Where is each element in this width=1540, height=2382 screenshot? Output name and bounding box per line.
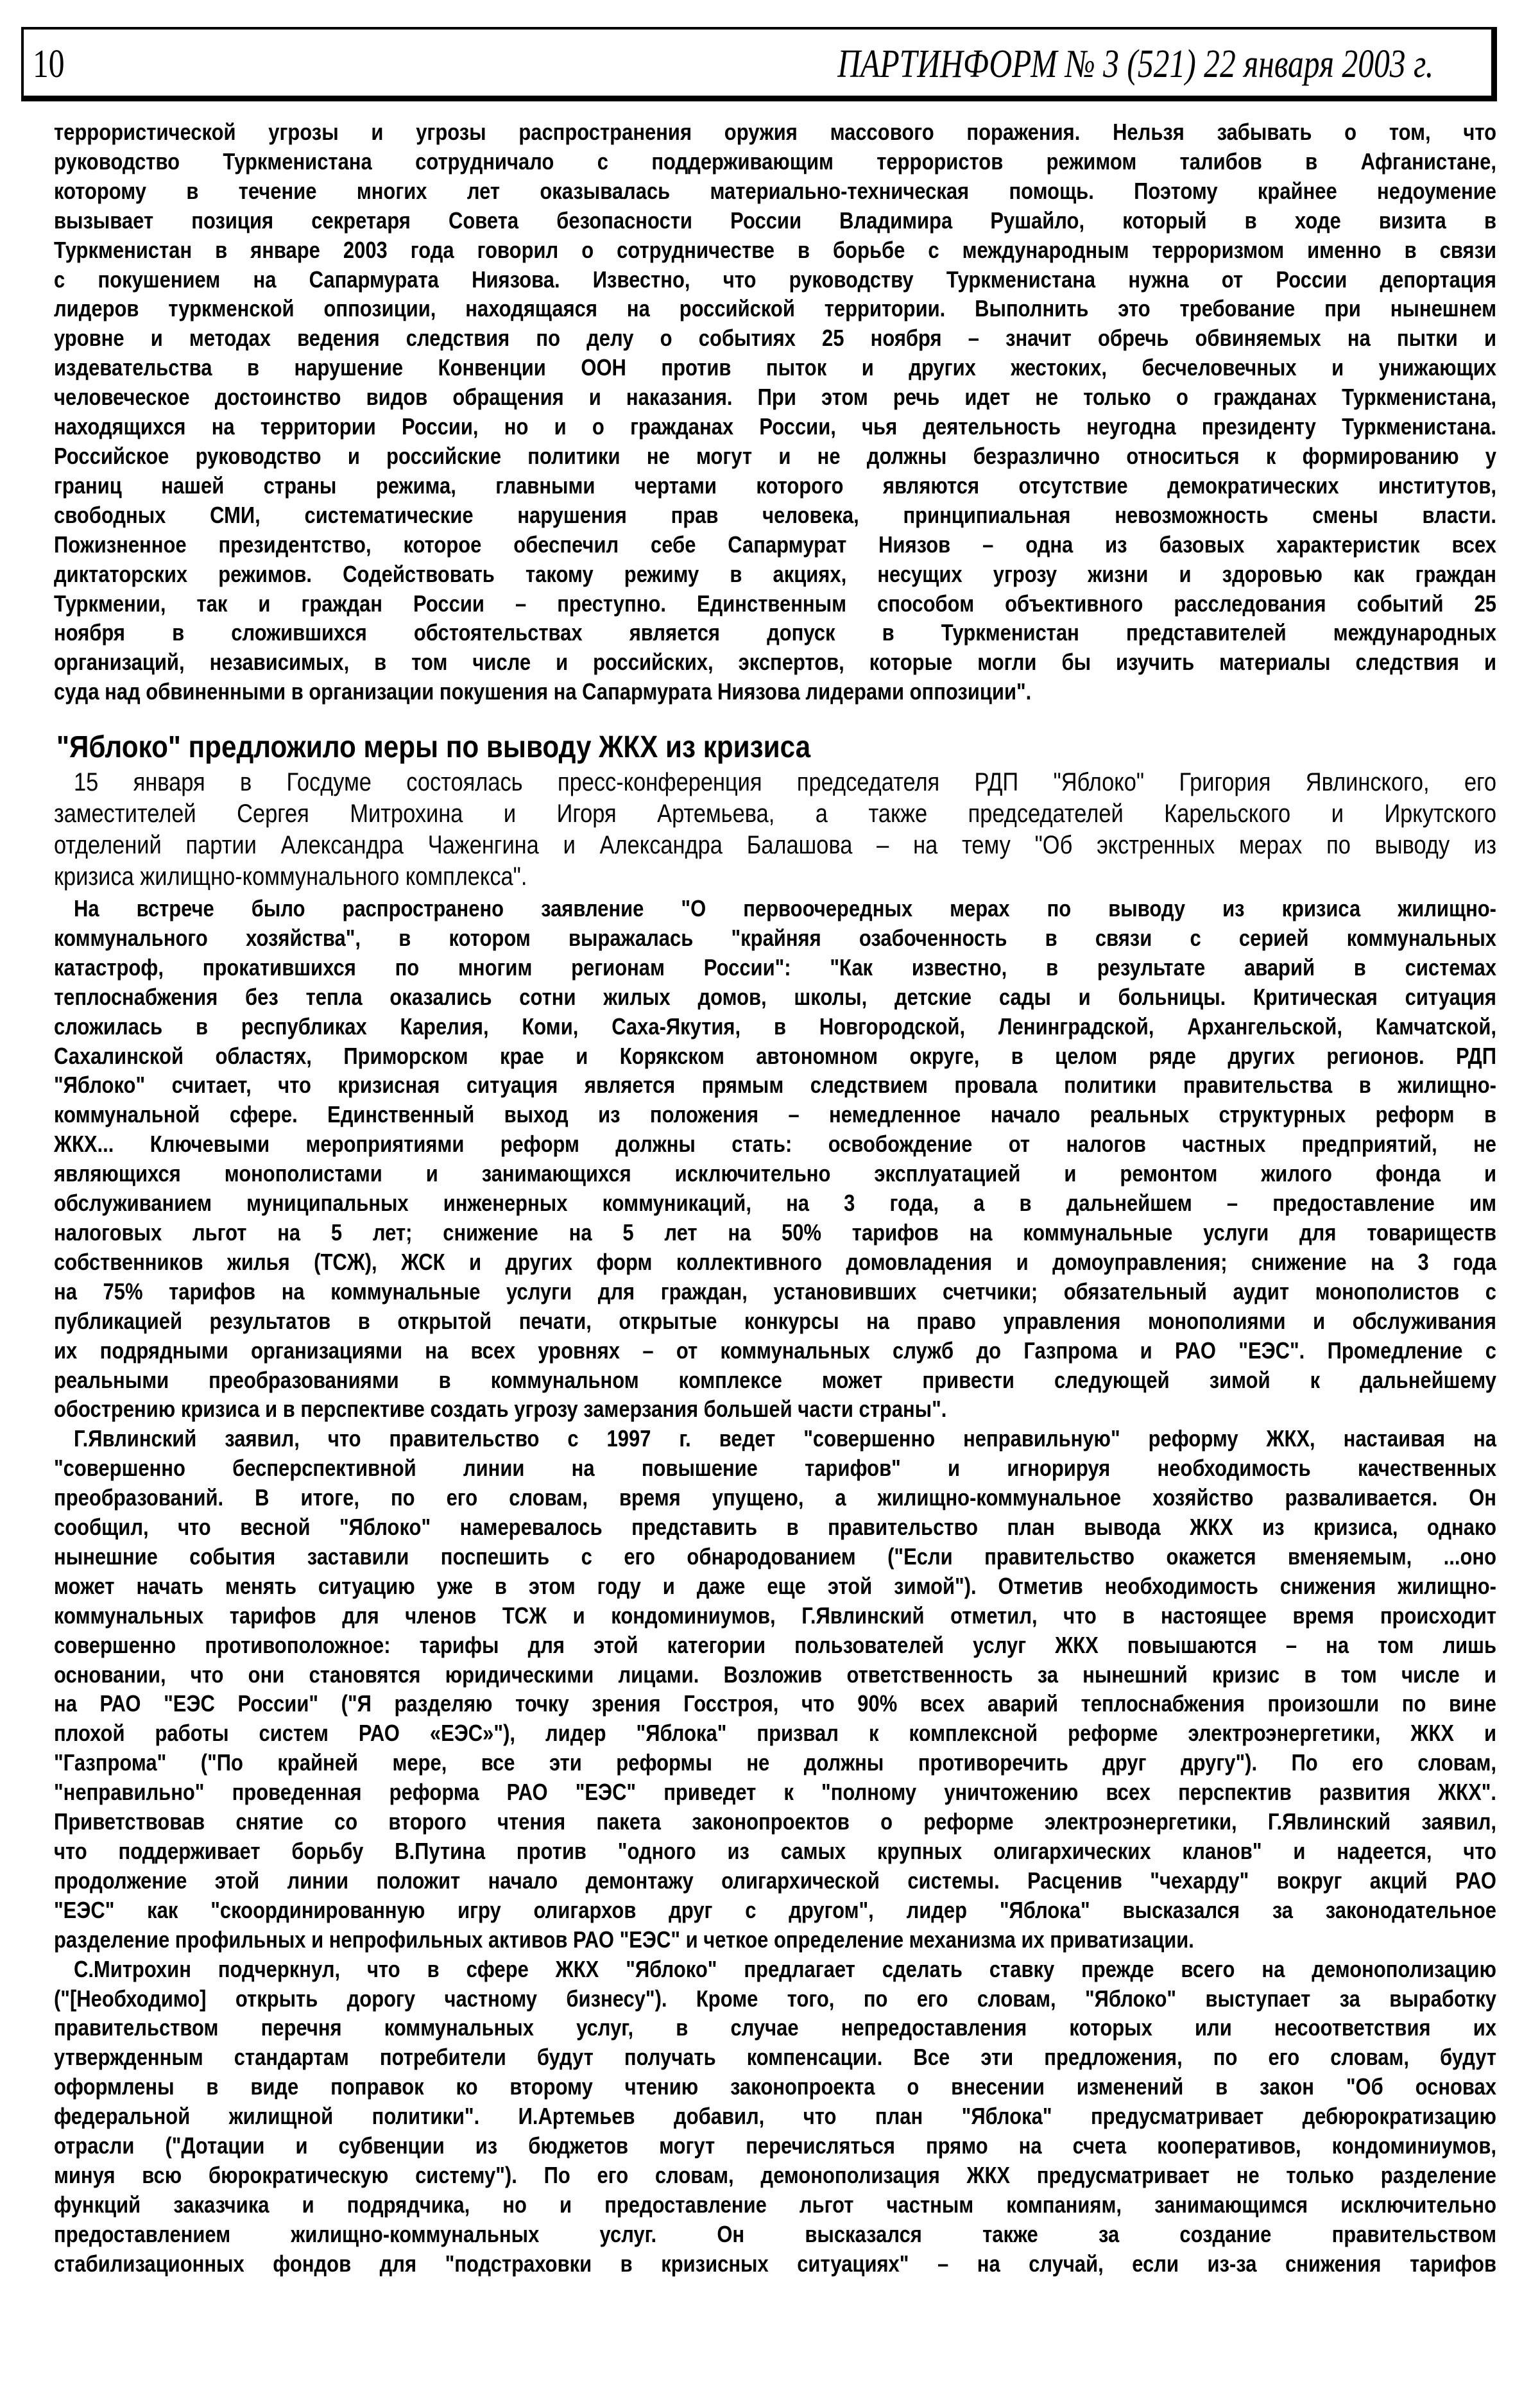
paragraph [54, 767, 1496, 893]
text-line: издевательства в нарушение Конвенции ООН против пыток и других жестоких, бесчеловечных и унижающих [54, 354, 1496, 381]
paragraph [54, 894, 1496, 1424]
text-line: Приветствовав снятие со второго чтения пакета законопроектов о реформе электроэнергетики, Г.Явлинский заявил, [54, 1808, 1496, 1835]
text-line: человеческое достоинство видов обращения и наказания. При этом речь идет не только о гражданах Туркменистана, [54, 384, 1496, 411]
text-line: плохой работы систем РАО «ЕЭС»"), лидер "Яблока" призвал к комплексной реформе электроэнергетики, ЖКХ и [54, 1720, 1496, 1747]
text-line: уровне и методах ведения следствия по делу о событиях 25 ноября – значит обречь обвиняемых на пытки и [54, 325, 1496, 352]
continuation-inner [54, 117, 1496, 707]
text-line: кризиса жилищно-коммунального комплекса". [54, 862, 527, 891]
text-line: ЖКХ... Ключевыми мероприятиями реформ должны стать: освобождение от налогов частных предприятий, не [54, 1131, 1496, 1158]
text-line: являющихся монополистами и занимающихся исключительно эксплуатацией и ремонтом жилого фонда и [54, 1160, 1496, 1187]
text-line: обострению кризиса и в перспективе создать угрозу замерзания большей части страны". [54, 1396, 947, 1423]
text-line: Туркменистан в январе 2003 года говорил о сотрудничестве в борьбе с международным терроризмом именно в связи [54, 236, 1496, 263]
article-lead-inner [54, 767, 1496, 893]
text-line: коммунального хозяйства", в котором выражалась "крайняя озабоченность в связи с серией коммунальных [54, 924, 1496, 951]
text-line: границ нашей страны режима, главными чертами которого являются отсутствие демократических институтов, [54, 472, 1496, 499]
paragraph [54, 1424, 1496, 1954]
text-line: предоставлением жилищно-коммунальных услуг. Он высказался также за создание правительством [54, 2220, 1496, 2247]
text-line: утвержденным стандартам потребители будут получать компенсации. Все эти предложения, по его словам, будут [54, 2044, 1496, 2071]
text-line: может начать менять ситуацию уже в этом году и даже еще этой зимой"). Отметив необходимость снижения жилищно- [54, 1572, 1496, 1599]
text-line: террористической угрозы и угрозы распространения оружия массового поражения. Нельзя забывать о том, что [54, 119, 1496, 145]
text-line: продолжение этой линии положит начало демонтажу олигархической системы. Расценив "чехарду" вокруг акций РАО [54, 1867, 1496, 1894]
text-line: что поддерживает борьбу В.Путина против "одного из самых крупных олигархических кланов" и надеется, что [54, 1838, 1496, 1864]
text-line: коммунальных тарифов для членов ТСЖ и кондоминиумов, Г.Явлинский отметил, что в настоящее время происходит [54, 1602, 1496, 1629]
text-line: нынешние события заставили поспешить с его обнародованием ("Если правительство окажется вменяемым, ...оно [54, 1543, 1496, 1570]
text-line: основании, что они становятся юридическими лицами. Возложив ответственность за нынешний кризис в том числе и [54, 1661, 1496, 1688]
text-line: организаций, независимых, в том числе и российских, экспертов, которые могли бы изучить материалы следствия и [54, 649, 1496, 676]
paragraph [54, 117, 1496, 707]
text-line: На встрече было распространено заявление "О первоочередных мерах по выводу из кризиса жилищно- [73, 895, 1496, 921]
text-line: отрасли ("Дотации и субвенции из бюджетов могут перечисляться прямо на счета кооперативов, кондоминиумов, [54, 2132, 1496, 2159]
text-line: "Газпрома" ("По крайней мере, все эти реформы не должны противоречить друг другу"). По его словам, [54, 1749, 1496, 1776]
article-body [54, 894, 1496, 2279]
text-line: их подрядными организациями на всех уровнях – от коммунальных служб до Газпрома и РАО "ЕЭС". Промедление с [54, 1337, 1496, 1364]
text-line: "ЕЭС" как "скоординированную игру олигархов друг с другом", лидер "Яблока" высказался за законодательное [54, 1896, 1496, 1923]
text-line: диктаторских режимов. Содействовать такому режиму в акциях, несущих угрозу жизни и здоровью как граждан [54, 560, 1496, 587]
text-line: реальными преобразованиями в коммунальном комплексе может привести следующей зимой к дальнейшему [54, 1366, 1496, 1393]
issue-title: ПАРТИНФОРМ № 3 (521) 22 января 2003 г. [837, 42, 1433, 86]
paragraph [54, 1955, 1496, 2279]
page-number: 10 [33, 42, 65, 86]
text-line: на 75% тарифов на коммунальные услуги для граждан, установивших счетчики; обязательный аудит монополистов с [54, 1278, 1496, 1305]
text-line: обслуживанием муниципальных инженерных коммуникаций, на 3 года, а в дальнейшем – предоставление им [54, 1190, 1496, 1217]
text-line: разделение профильных и непрофильных активов РАО "ЕЭС" и четкое определение механизма их приватизации. [54, 1926, 1194, 1953]
text-line: Пожизненное президентство, которое обеспечил себе Сапармурат Ниязов – одна из базовых характеристик всех [54, 531, 1496, 558]
text-line: катастроф, прокатившихся по многим регионам России": "Как известно, в результате аварий в системах [54, 954, 1496, 981]
text-line: ноября в сложившихся обстоятельствах является допуск в Туркменистан представителей международных [54, 619, 1496, 646]
text-line: публикацией результатов в открытой печати, открытые конкурсы на право управления монополиями и обслуживания [54, 1307, 1496, 1334]
text-line: "Яблоко" считает, что кризисная ситуация является прямым следствием провала политики правительства в жилищно- [54, 1072, 1496, 1099]
continuation-text [54, 117, 1496, 707]
text-line: коммунальной сфере. Единственный выход из положения – немедленное начало реальных структурных реформ в [54, 1101, 1496, 1128]
text-line: сообщил, что весной "Яблоко" намеревалось представить в правительство план вывода ЖКХ из кризиса, однако [54, 1514, 1496, 1541]
text-line: С.Митрохин подчеркнул, что в сфере ЖКХ "Яблоко" предлагает сделать ставку прежде всего на демонополизацию [73, 1955, 1496, 1982]
text-line: сложилась в республиках Карелия, Коми, Саха-Якутия, в Новгородской, Ленинградской, Архангельской, Камчатской, [54, 1013, 1496, 1040]
text-line: лидеров туркменской оппозиции, находящаяся на российской территории. Выполнить это требование при нынешнем [54, 295, 1496, 322]
text-line: налоговых льгот на 5 лет; снижение на 5 лет на 50% тарифов на коммунальные услуги для товариществ [54, 1219, 1496, 1246]
text-line: совершенно противоположное: тарифы для этой категории пользователей услуг ЖКХ повышаются – на том лишь [54, 1631, 1496, 1658]
text-line: правительством перечня коммунальных услуг, в случае непредоставления которых или несоответствия их [54, 2014, 1496, 2041]
text-line: отделений партии Александра Чаженгина и Александра Балашова – на тему "Об экстренных мерах по выводу из [54, 831, 1496, 859]
text-line: стабилизационных фондов для "подстраховки в кризисных ситуациях" – на случай, если из-за снижения тарифов [54, 2250, 1496, 2277]
text-line: преобразований. В итоге, по его словам, время упущено, а жилищно-коммунальное хозяйство разваливается. Он [54, 1484, 1496, 1511]
text-line: минуя всю бюрократическую систему"). По его словам, демонополизация ЖКХ предусматривает не только разделение [54, 2161, 1496, 2188]
text-line: которому в течение многих лет оказывалась материально-техническая помощь. Поэтому крайнее недоумение [54, 177, 1496, 204]
text-line: собственников жилья (ТСЖ), ЖСК и других форм коллективного домовладения и домоуправления; снижение на 3 года [54, 1248, 1496, 1275]
text-line: Туркмении, так и граждан России – преступно. Единственным способом объективного расследования событий 25 [54, 590, 1496, 617]
article-heading: "Яблоко" предложило меры по выводу ЖКХ из кризиса [56, 730, 811, 764]
text-line: Г.Явлинский заявил, что правительство с 1997 г. ведет "совершенно неправильную" реформу ЖКХ, настаивая на [73, 1425, 1496, 1452]
article-body-inner [54, 894, 1496, 2279]
text-line: руководство Туркменистана сотрудничало с поддерживающим террористов режимом талибов в Афганистане, [54, 148, 1496, 175]
text-line: свободных СМИ, систематические нарушения прав человека, принципиальная невозможность смены власти. [54, 501, 1496, 528]
text-line: на РАО "ЕЭС России" ("Я разделяю точку зрения Госстроя, что 90% всех аварий теплоснабжения произошли по вине [54, 1690, 1496, 1717]
text-line: оформлены в виде поправок ко второму чтению законопроекта о внесении изменений в закон "Об основах [54, 2073, 1496, 2100]
text-line: с покушением на Сапармурата Ниязова. Известно, что руководству Туркменистана нужна от России депортация [54, 266, 1496, 293]
text-line: вызывает позиция секретаря Совета безопасности России Владимира Рушайло, который в ходе визита в [54, 207, 1496, 234]
text-line: теплоснабжения без тепла оказались сотни жилых домов, школы, детские сады и больницы. Критическая ситуация [54, 983, 1496, 1010]
text-line: функций заказчика и подрядчика, но и предоставление льгот частным компаниям, занимающимся исключительно [54, 2191, 1496, 2218]
article-lead [54, 767, 1496, 893]
text-line: 15 января в Госдуме состоялась пресс-конференция председателя РДП "Яблоко" Григория Явлинского, его [73, 768, 1496, 796]
text-line: Сахалинской областях, Приморском крае и Корякском автономном округе, в целом ряде других регионов. РДП [54, 1042, 1496, 1069]
text-line: суда над обвиненными в организации покушения на Сапармурата Ниязова лидерами оппозиции". [54, 678, 1032, 705]
page-header [21, 27, 1497, 101]
text-line: федеральной жилищной политики". И.Артемьев добавил, что план "Яблока" предусматривает дебюрократизацию [54, 2103, 1496, 2130]
text-line: "совершенно бесперспективной линии на повышение тарифов" и игнорируя необходимость качественных [54, 1455, 1496, 1482]
text-line: "неправильно" проведенная реформа РАО "ЕЭС" приведет к "полному уничтожению всех перспектив развития ЖКХ". [54, 1779, 1496, 1806]
text-line: находящихся на территории России, но и о гражданах России, чья деятельность неугодна президенту Туркменистана. [54, 413, 1496, 440]
text-line: заместителей Сергея Митрохина и Игоря Артемьева, а также председателей Карельского и Иркутского [54, 800, 1496, 828]
text-line: ("[Необходимо] открыть дорогу частному бизнесу"). Кроме того, по его словам, "Яблоко" выступает за выработку [54, 1985, 1496, 2012]
text-line: Российское руководство и российские политики не могут и не должны безразлично относиться к формированию у [54, 442, 1496, 469]
